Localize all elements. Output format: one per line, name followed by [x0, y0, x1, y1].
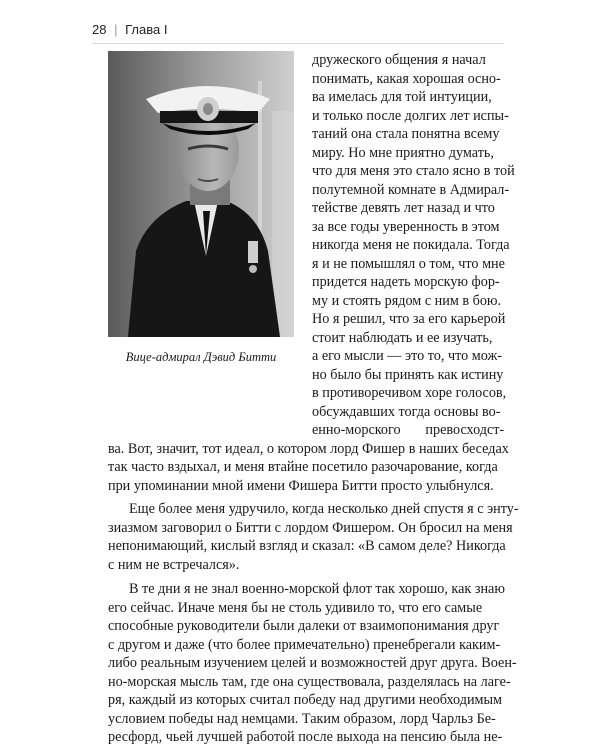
- header-separator: |: [114, 22, 118, 37]
- text-line: но-морская мысль там, где она существовала, разделялась на лаге-: [108, 674, 511, 690]
- running-head: [92, 22, 167, 37]
- text-line: его сейчас. Иначе меня бы не столь удивило то, что его самые: [108, 600, 483, 616]
- text-line: условием победы над немцами. Таким образом, лорд Чарльз Бе-: [108, 711, 496, 727]
- text-line: и только после долгих лет испы-: [312, 108, 509, 124]
- text-line: полутемной комнате в Адмирал-: [312, 182, 510, 198]
- text-line: ресфорд, чьей лучшей работой после выхода на пенсию была не-: [108, 729, 503, 745]
- text-line: обсуждавших тогда основы во-: [312, 404, 501, 420]
- text-line: что для меня это стало ясно в той: [312, 163, 515, 179]
- text-line: с другом и даже (что более примечательно) пренебрегали каким-: [108, 637, 501, 653]
- text-line: придется надеть морскую фор-: [312, 274, 500, 290]
- paragraph-start: Еще более меня удручило, когда несколько дней спустя я с энту-: [129, 501, 519, 517]
- text-line: но было бы принять как истину: [312, 367, 504, 383]
- text-line: способные руководители были далеки от взаимопонимания друг: [108, 618, 500, 634]
- paragraph-start: В те дни я не знал военно-морской флот так хорошо, как знаю: [129, 581, 505, 597]
- text-line: му и стоять рядом с ним в бою.: [312, 293, 502, 309]
- text-line: при упоминании мной имени Фишера Битти просто улыбнулся.: [108, 478, 494, 494]
- text-line: никогда меня не покидала. Тогда: [312, 237, 510, 253]
- text-line: дружеского общения я начал: [312, 52, 486, 68]
- text-line: ря, каждый из которых считал победу над другими необходимым: [108, 692, 503, 708]
- text-line: стоит наблюдать и ее изучать,: [312, 330, 493, 346]
- text-line: тействе девять лет назад и что: [312, 200, 495, 216]
- page-number: 28: [92, 22, 107, 37]
- text-line: таний она стала понятна всему: [312, 126, 500, 142]
- text-line: за все годы уверенность в этом: [312, 219, 500, 235]
- text-line: понимать, какая хорошая осно-: [312, 71, 501, 87]
- photo-caption: Вице-адмирал Дэвид Битти: [125, 350, 277, 364]
- text-line: енно-морского превосходст-: [312, 422, 505, 438]
- text-line: Но я решил, что за его карьерой: [312, 311, 506, 327]
- text-line: ва. Вот, значит, тот идеал, о котором лорд Фишер в наших беседах: [108, 441, 509, 457]
- text-line: либо реальным изучением целей и возможностей друг друга. Воен-: [108, 655, 517, 671]
- text-line: миру. Но мне приятно думать,: [312, 145, 494, 161]
- text-line: с ним не встречался».: [108, 557, 240, 573]
- text-line: в противоречивом хоре голосов,: [312, 385, 507, 401]
- text-line: я и не помышлял о том, что мне: [312, 256, 505, 272]
- text-line: так часто вздыхал, и меня втайне посетило разочарование, когда: [108, 459, 498, 475]
- portrait-photo: [108, 51, 294, 337]
- text-line: ва имелась для той интуиции,: [312, 89, 492, 105]
- text-line: а его мысли — это то, что мож-: [312, 348, 502, 364]
- chapter-title: Глава I: [125, 22, 168, 37]
- text-line: непонимающий, кислый взгляд и сказал: «В самом деле? Никогда: [108, 538, 506, 554]
- text-line: зиазмом заговорил о Битти с лордом Фишером. Он бросил на меня: [108, 520, 513, 536]
- header-rule: [92, 43, 504, 44]
